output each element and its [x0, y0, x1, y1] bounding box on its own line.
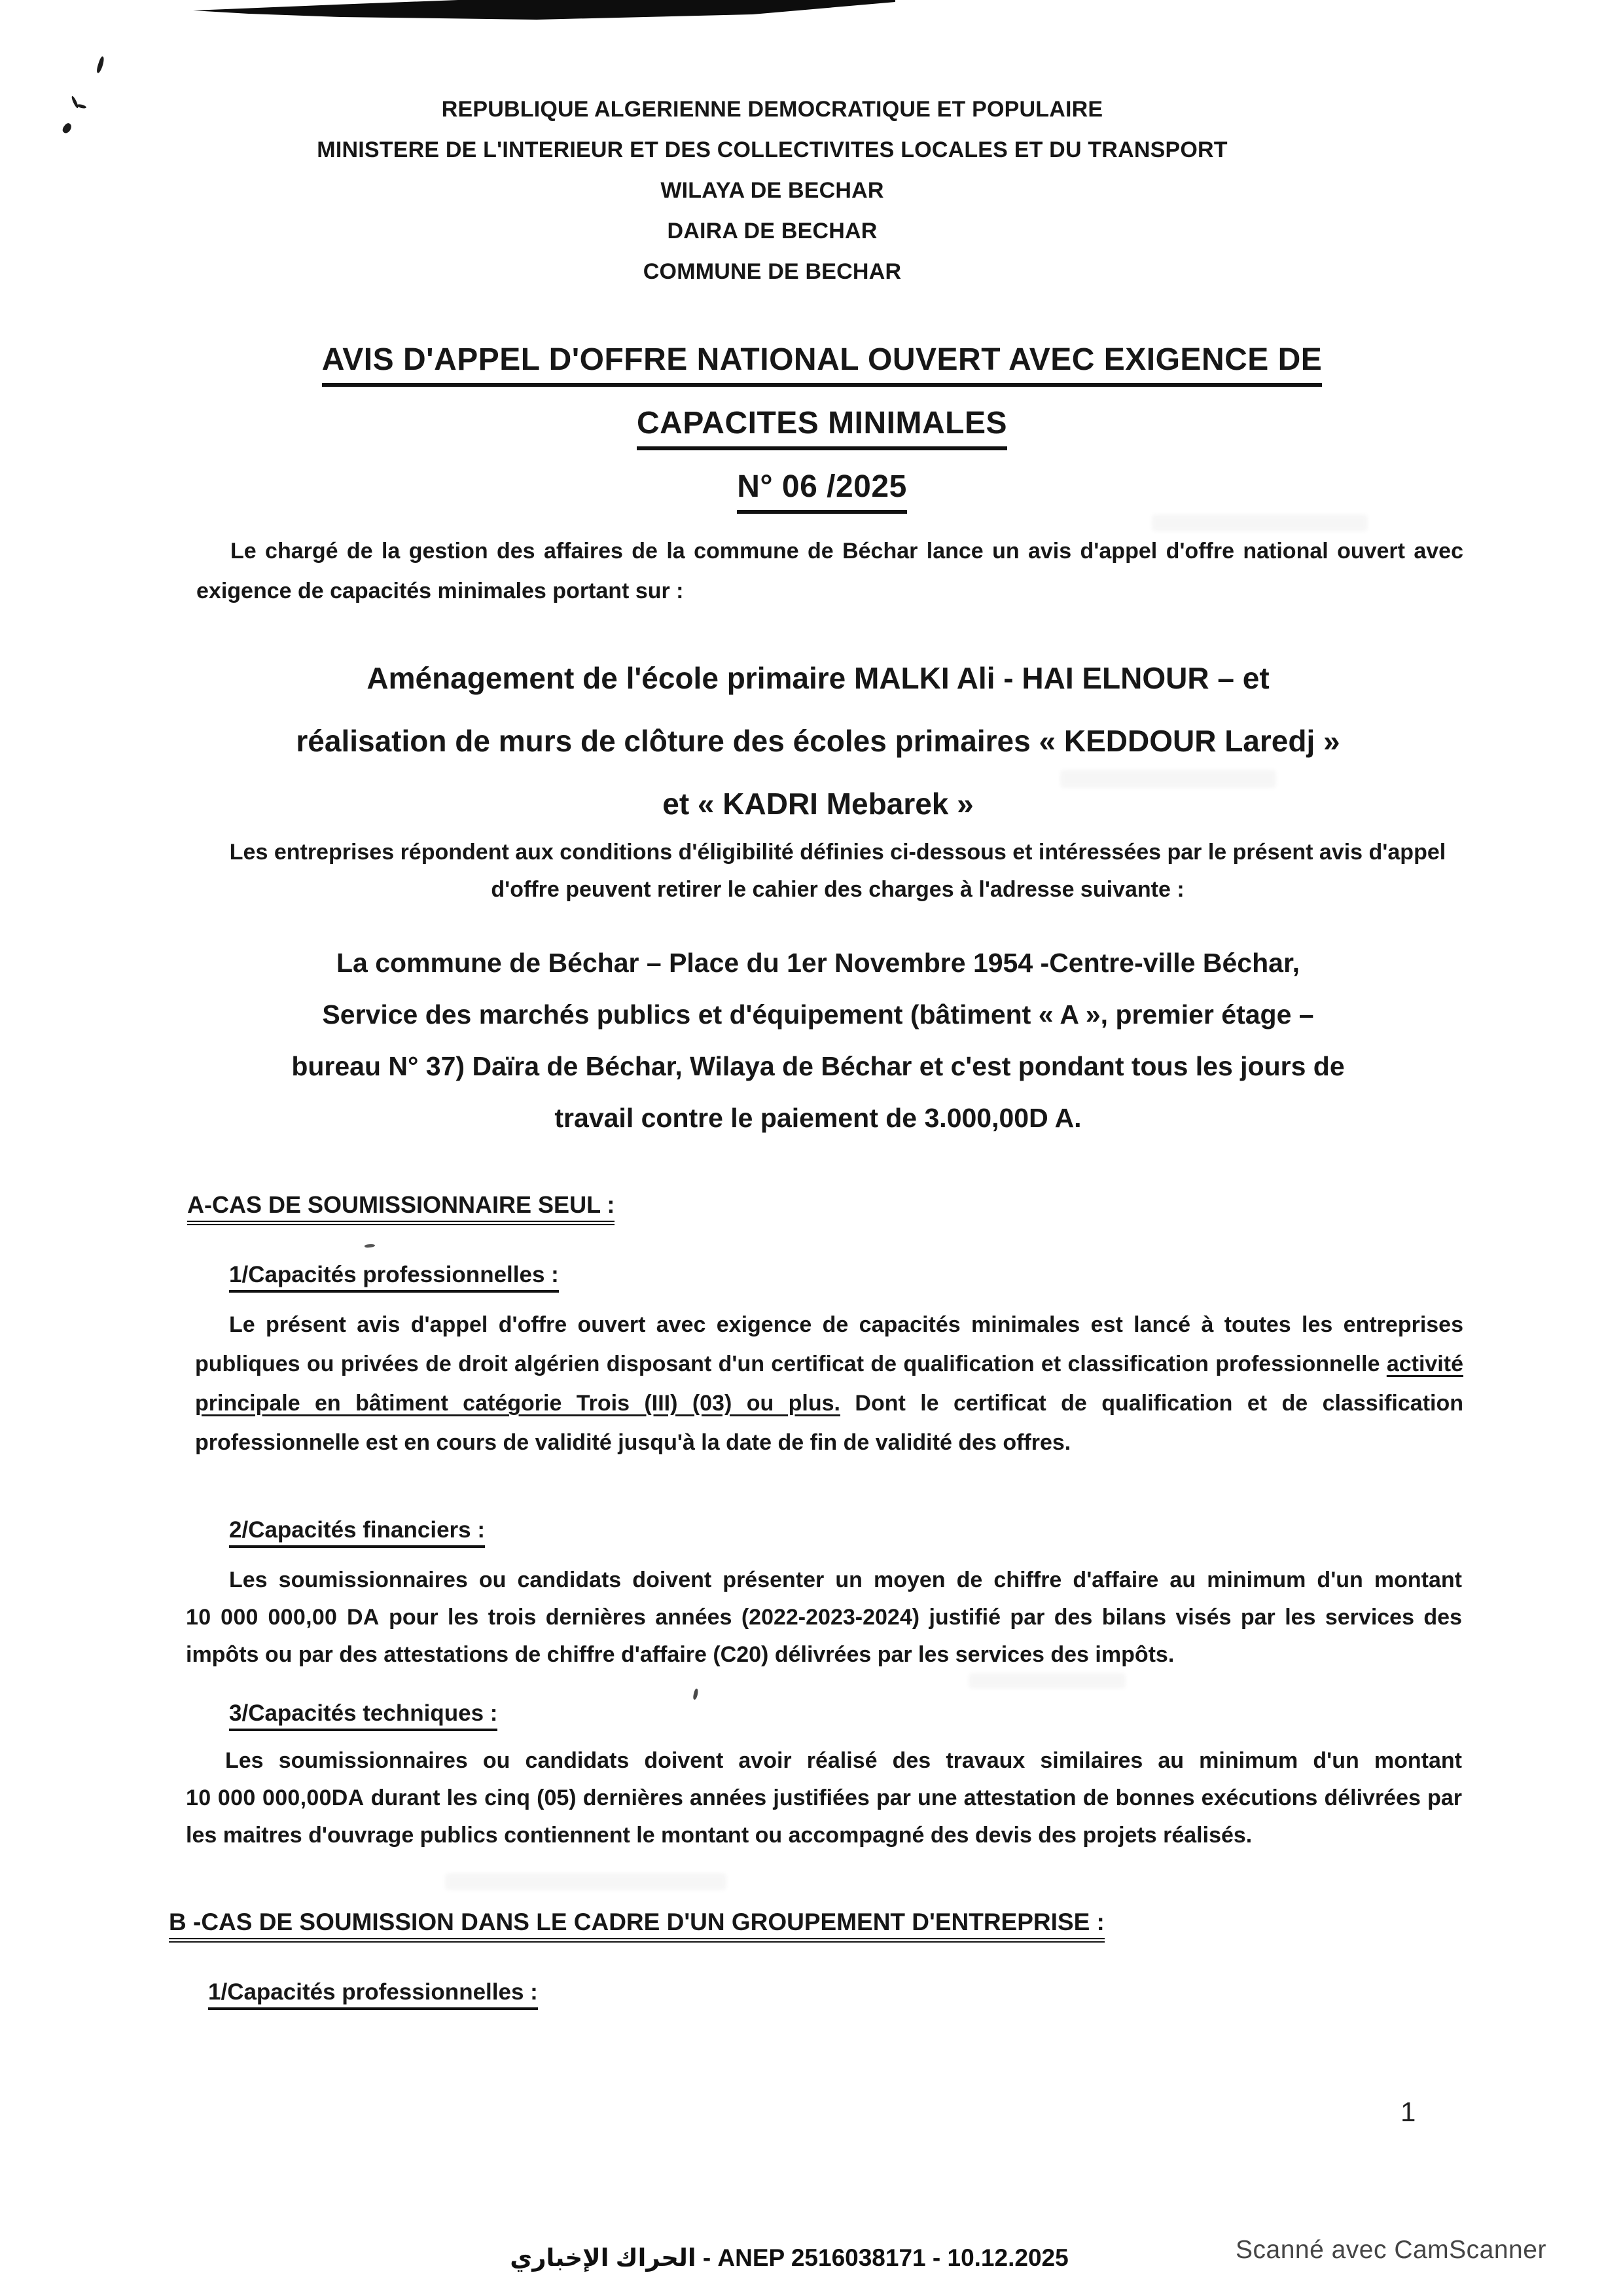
address-line4: travail contre le paiement de 3.000,00D A. — [554, 1103, 1082, 1133]
fin-text-before: Les soumissionnaires ou candidats doivent présenter un moyen de chiffre d'affaire au minimum d'un montant — [229, 1568, 1462, 1592]
anep-reference-line: الحراك الإخباري - ANEP 2516038171 - 10.12.2025 — [510, 2244, 1069, 2271]
technical-capacities-paragraph — [186, 1742, 1462, 1854]
tech-text-after: durant les cinq (05) dernières années justifiées par une attestation de bonnes exécutions délivrées par les maitres d'ouvrage publics contiennent le montant ou accompagné des devis des projets réalisés. — [186, 1785, 1462, 1848]
address-line1: La commune de Béchar – Place du 1er Novembre 1954 -Centre-ville Béchar, — [336, 948, 1300, 978]
scan-smudge — [969, 1673, 1126, 1689]
section-b-heading: B -CAS DE SOUMISSION DANS LE CADRE D'UN GROUPEMENT D'ENTREPRISE : — [169, 1909, 1105, 1943]
section-a-heading: A-CAS DE SOUMISSIONNAIRE SEUL : — [187, 1191, 615, 1225]
section-a-sub3-heading: 3/Capacités techniques : — [229, 1700, 497, 1731]
tech-text-before: Les soumissionnaires ou candidats doivent avoir réalisé des travaux similaires au minimum d'un montant — [225, 1748, 1462, 1773]
notice-title-line1: AVIS D'APPEL D'OFFRE NATIONAL OUVERT AVEC EXIGENCE DE — [322, 342, 1323, 387]
address-line3: bureau N° 37) Daïra de Béchar, Wilaya de Béchar et c'est pondant tous les jours de — [291, 1051, 1345, 1081]
financial-capacities-paragraph — [186, 1562, 1462, 1674]
section-a-sub2-heading: 2/Capacités financiers : — [229, 1517, 485, 1548]
page-number: 1 — [1400, 2096, 1416, 2127]
intro-paragraph: Le chargé de la gestion des affaires de la commune de Béchar lance un avis d'appel d'offre national ouvert avec exigence de capacités minimales portant sur : — [196, 539, 1463, 603]
project-subject — [7, 647, 1623, 835]
prof-text-after: Dont le certificat de qualification et de classification professionnelle est en cours de validité jusqu'à la date de fin de validité des offres. — [195, 1391, 1463, 1455]
letterhead — [0, 89, 1584, 292]
fin-minimum-amount: 10 000 000,00 DA — [186, 1605, 380, 1630]
project-subject-line1: Aménagement de l'école primaire MALKI Ali - HAI ELNOUR – et — [366, 661, 1270, 695]
withdrawal-address — [177, 937, 1459, 1144]
pen-mark — [365, 1244, 375, 1248]
pen-mark — [96, 56, 105, 74]
notice-title-line2: CAPACITES MINIMALES — [637, 405, 1007, 450]
letterhead-line-wilaya: WILAYA DE BECHAR — [660, 178, 884, 203]
letterhead-line-daira: DAIRA DE BECHAR — [667, 219, 878, 243]
notice-number: N° 06 /2025 — [737, 469, 907, 514]
address-line2: Service des marchés publics et d'équipement (bâtiment « A », premier étage – — [322, 999, 1314, 1030]
pen-mark — [692, 1689, 699, 1700]
eligibility-paragraph: Les entreprises répondent aux conditions d'éligibilité définies ci-dessous et intéressées par le présent avis d'appel d'offre peuvent retirer le cahier des charges à l'adresse suivante : — [229, 840, 1446, 902]
fin-text-after: pour les trois dernières années (2022-2023-2024) justifié par des bilans visés par les services des impôts ou par des attestations de chiffre d'affaire (C20) délivrées par les services des impôts. — [186, 1605, 1462, 1667]
tech-minimum-amount: 10 000 000,00DA — [186, 1785, 365, 1810]
project-subject-line2: réalisation de murs de clôture des écoles primaires « KEDDOUR Laredj » — [296, 724, 1340, 758]
section-b-sub1-heading: 1/Capacités professionnelles : — [208, 1979, 538, 2010]
letterhead-line-ministry: MINISTERE DE L'INTERIEUR ET DES COLLECTIVITES LOCALES ET DU TRANSPORT — [317, 137, 1228, 162]
letterhead-line-republic: REPUBLIQUE ALGERIENNE DEMOCRATIQUE ET POPULAIRE — [441, 97, 1103, 122]
notice-title — [0, 342, 1623, 532]
professional-capacities-paragraph — [195, 1305, 1463, 1462]
letterhead-line-commune: COMMUNE DE BECHAR — [643, 259, 902, 284]
scan-smudge — [445, 1873, 726, 1890]
prof-text-before: Le présent avis d'appel d'offre ouvert avec exigence de capacités minimales est lancé à toutes les entreprises publiques ou privées de droit algérien disposant d'un certificat de qualification et classification professionnelle — [195, 1312, 1463, 1376]
prof-required-category: activité principale en bâtiment catégorie Trois (III) (03) ou plus. — [195, 1352, 1463, 1416]
project-subject-line3: et « KADRI Mebarek » — [662, 787, 974, 821]
section-a-sub1-heading: 1/Capacités professionnelles : — [229, 1262, 559, 1293]
camscanner-watermark: Scanné avec CamScanner — [1236, 2236, 1546, 2264]
scan-artifact-top — [0, 0, 916, 22]
